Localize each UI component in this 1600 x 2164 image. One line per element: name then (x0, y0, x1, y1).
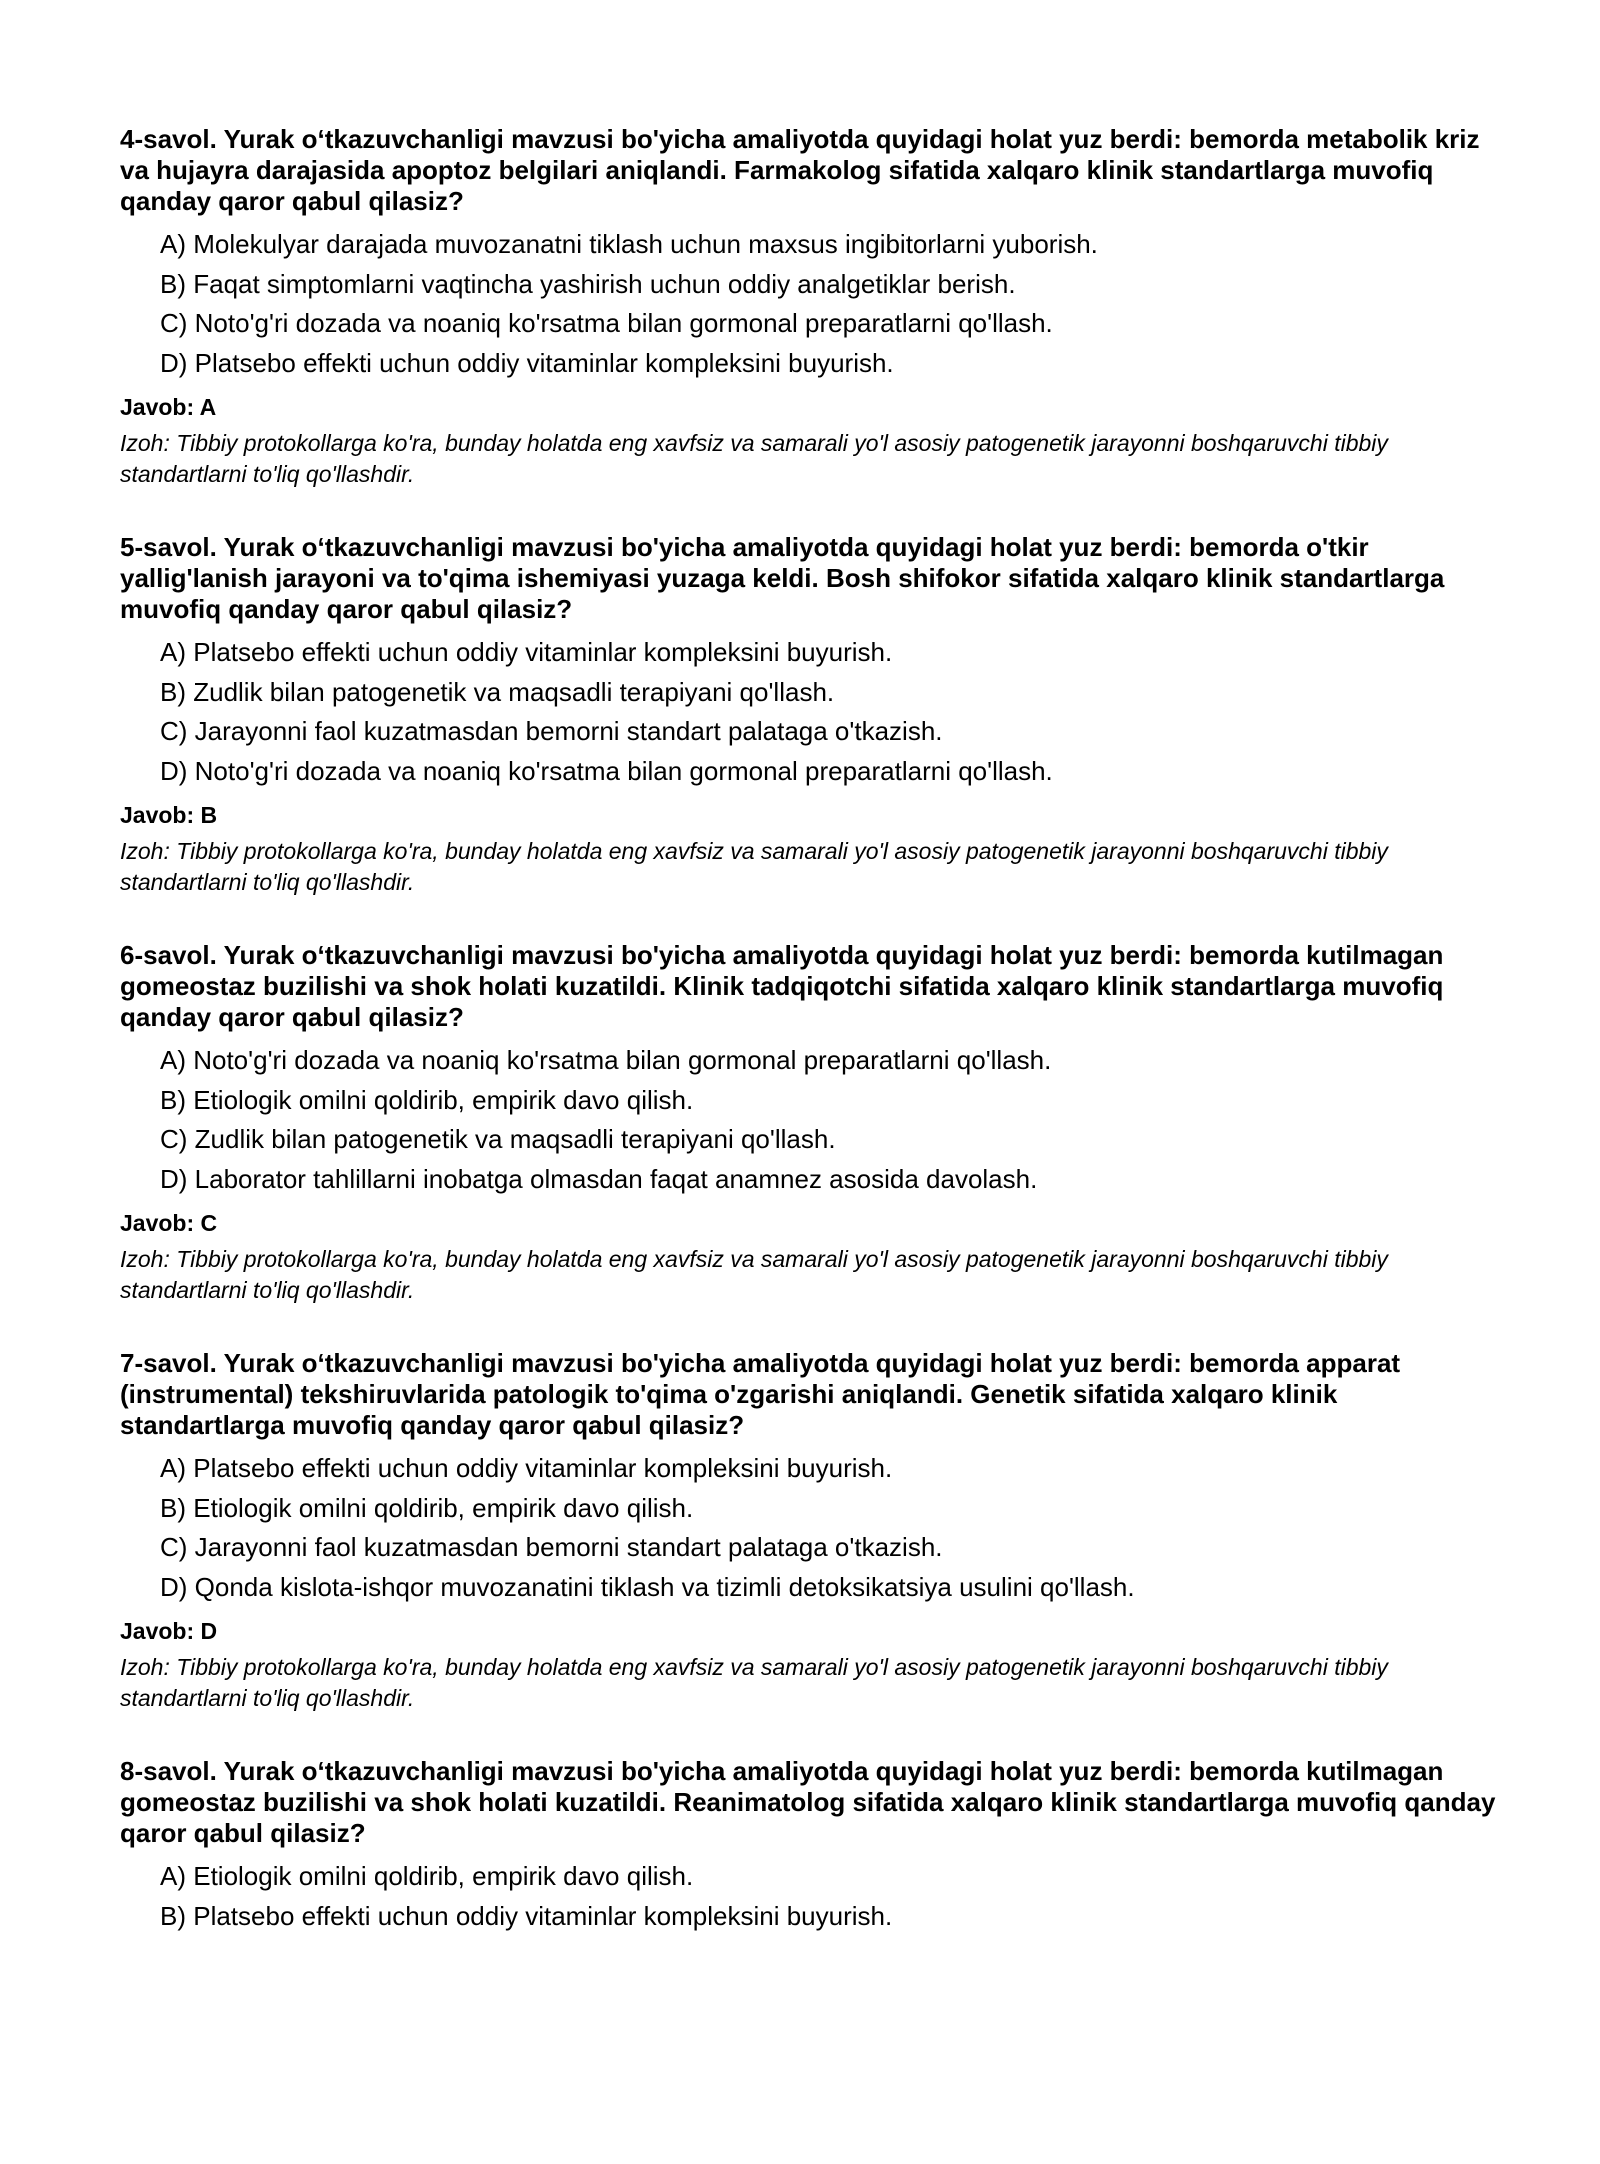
explanation-note: Izoh: Tibbiy protokollarga ko'ra, bunday holatda eng xavfsiz va samarali yo'l asosiy patogenetik jarayonni boshqaruvchi tibbiy standartlarni to'liq qo'llashdir. (120, 838, 1388, 895)
option-list (120, 1041, 1500, 1199)
question-5 (120, 532, 1500, 940)
question-title: 5-savol. Yurak o‘tkazuvchanligi mavzusi bo'yicha amaliyotda quyidagi holat yuz berdi: bemorda o'tkir yallig'lanish jarayoni va to'qima ishemiyasi yuzaga keldi. Bosh shifokor sifatida xalqaro klinik standartlarga muvofiq qanday qaror qabul qilasiz? (120, 532, 1445, 624)
option-d: D) Qonda kislota-ishqor muvozanatini tiklash va tizimli detoksikatsiya usulini qo'llash. (160, 1571, 1135, 1602)
option-b: B) Zudlik bilan patogenetik va maqsadli terapiyani qo'llash. (160, 676, 835, 707)
option-c: C) Jarayonni faol kuzatmasdan bemorni standart palataga o'tkazish. (160, 1532, 943, 1562)
question-7 (120, 1348, 1500, 1756)
option-b: B) Platsebo effekti uchun oddiy vitaminlar kompleksini buyurish. (160, 1900, 893, 1931)
option-d: D) Platsebo effekti uchun oddiy vitaminlar kompleksini buyurish. (160, 347, 894, 378)
option-c: C) Jarayonni faol kuzatmasdan bemorni standart palataga o'tkazish. (160, 716, 943, 746)
explanation-note: Izoh: Tibbiy protokollarga ko'ra, bunday holatda eng xavfsiz va samarali yo'l asosiy patogenetik jarayonni boshqaruvchi tibbiy standartlarni to'liq qo'llashdir. (120, 1654, 1388, 1711)
option-a: A) Platsebo effekti uchun oddiy vitaminlar kompleksini buyurish. (160, 1453, 893, 1483)
question-8 (120, 1756, 1500, 2164)
explanation-note: Izoh: Tibbiy protokollarga ko'ra, bunday holatda eng xavfsiz va samarali yo'l asosiy patogenetik jarayonni boshqaruvchi tibbiy standartlarni to'liq qo'llashdir. (120, 430, 1388, 487)
option-b: B) Faqat simptomlarni vaqtincha yashirish uchun oddiy analgetiklar berish. (160, 268, 1016, 299)
document-page (120, 124, 1500, 2164)
question-title: 6-savol. Yurak o‘tkazuvchanligi mavzusi bo'yicha amaliyotda quyidagi holat yuz berdi: bemorda kutilmagan gomeostaz buzilishi va shok holati kuzatildi. Klinik tadqiqotchi sifatida xalqaro klinik standartlarga muvofiq qanday qaror qabul qilasiz? (120, 940, 1444, 1032)
question-title: 7-savol. Yurak o‘tkazuvchanligi mavzusi bo'yicha amaliyotda quyidagi holat yuz berdi: bemorda apparat (instrumental) tekshiruvlarida patologik to'qima o'zgarishi aniqlandi. Genetik sifatida xalqaro klinik standartlarga muvofiq qanday qaror qabul qilasiz? (120, 1348, 1401, 1440)
option-a: A) Noto'g'ri dozada va noaniq ko'rsatma bilan gormonal preparatlarni qo'llash. (160, 1045, 1052, 1075)
option-a: A) Platsebo effekti uchun oddiy vitaminlar kompleksini buyurish. (160, 637, 893, 667)
question-6 (120, 940, 1500, 1348)
option-a: A) Etiologik omilni qoldirib, empirik davo qilish. (160, 1861, 694, 1891)
option-d: D) Noto'g'ri dozada va noaniq ko'rsatma bilan gormonal preparatlarni qo'llash. (160, 755, 1053, 786)
option-d: D) Laborator tahlillarni inobatga olmasdan faqat anamnez asosida davolash. (160, 1163, 1038, 1194)
option-list (120, 633, 1500, 791)
question-title: 8-savol. Yurak o‘tkazuvchanligi mavzusi bo'yicha amaliyotda quyidagi holat yuz berdi: bemorda kutilmagan gomeostaz buzilishi va shok holati kuzatildi. Reanimatolog sifatida xalqaro klinik standartlarga muvofiq qanday qaror qabul qilasiz? (120, 1756, 1496, 1848)
option-list (120, 1449, 1500, 1607)
answer-label: Javob: C (120, 1210, 218, 1236)
answer-label: Javob: B (120, 802, 218, 828)
question-title: 4-savol. Yurak o‘tkazuvchanligi mavzusi bo'yicha amaliyotda quyidagi holat yuz berdi: bemorda metabolik kriz va hujayra darajasida apoptoz belgilari aniqlandi. Farmakolog sifatida xalqaro klinik standartlarga muvofiq qanday qaror qabul qilasiz? (120, 124, 1480, 216)
option-b: B) Etiologik omilni qoldirib, empirik davo qilish. (160, 1084, 694, 1115)
answer-label: Javob: A (120, 394, 217, 420)
question-4 (120, 124, 1500, 532)
option-list (120, 1857, 1500, 1936)
answer-label: Javob: D (120, 1618, 218, 1644)
option-c: C) Noto'g'ri dozada va noaniq ko'rsatma bilan gormonal preparatlarni qo'llash. (160, 308, 1053, 338)
option-b: B) Etiologik omilni qoldirib, empirik davo qilish. (160, 1492, 694, 1523)
option-c: C) Zudlik bilan patogenetik va maqsadli terapiyani qo'llash. (160, 1124, 836, 1154)
option-list (120, 225, 1500, 383)
explanation-note: Izoh: Tibbiy protokollarga ko'ra, bunday holatda eng xavfsiz va samarali yo'l asosiy patogenetik jarayonni boshqaruvchi tibbiy standartlarni to'liq qo'llashdir. (120, 1246, 1388, 1303)
option-a: A) Molekulyar darajada muvozanatni tiklash uchun maxsus ingibitorlarni yuborish. (160, 229, 1098, 259)
